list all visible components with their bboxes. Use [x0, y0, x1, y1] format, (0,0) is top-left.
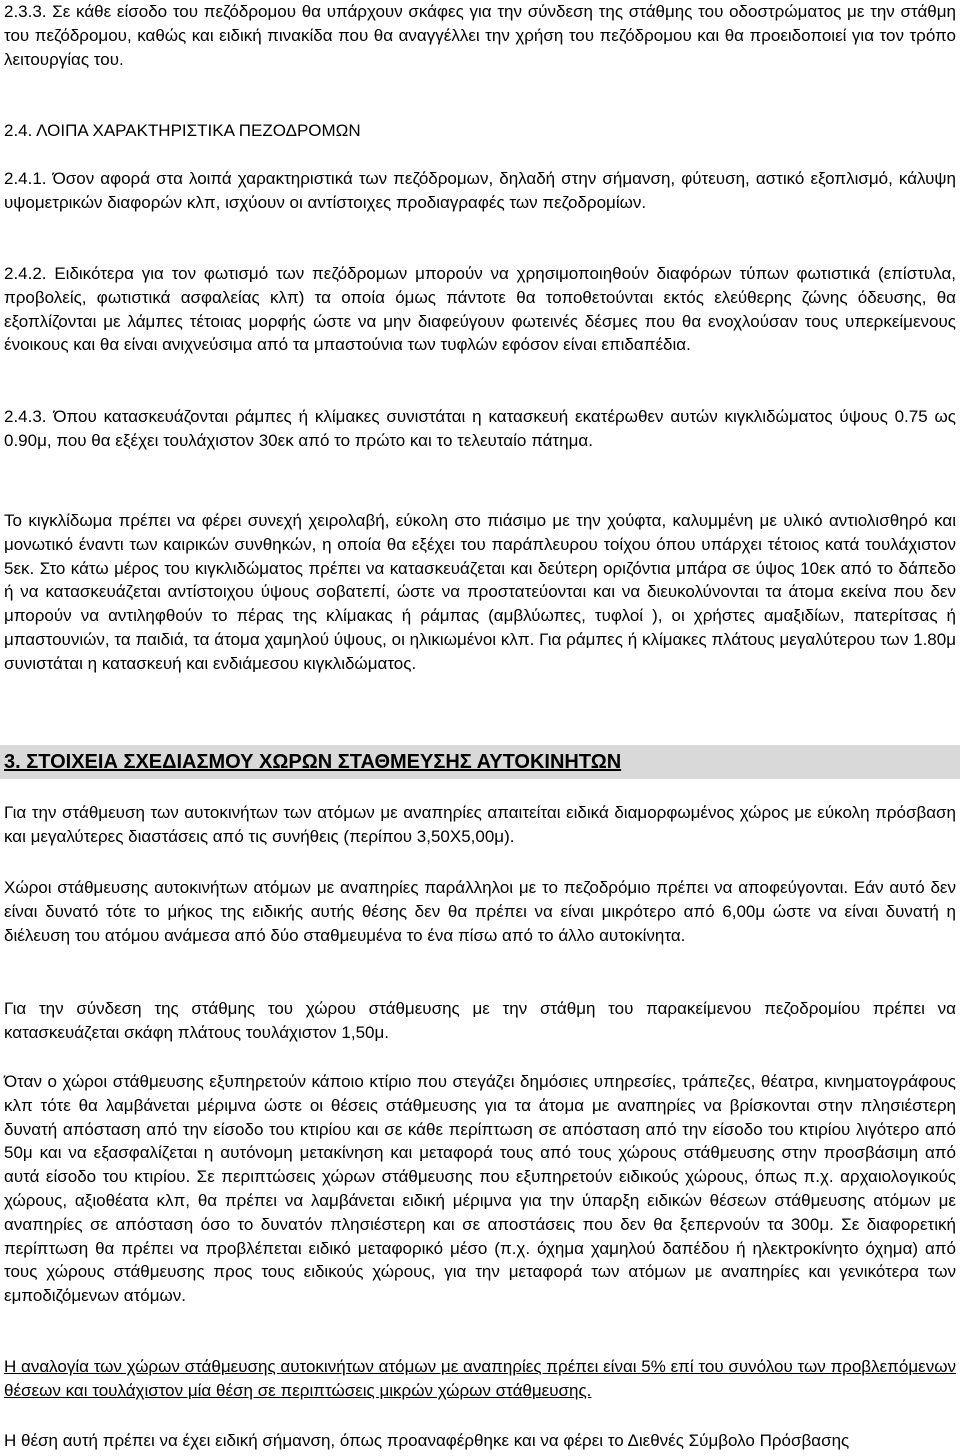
- paragraph-parking-ratio: Η αναλογία των χώρων στάθμευσης αυτοκινήτων ατόμων με αναπηρίες πρέπει είναι 5% επί του συνόλου των προβλεπόμενων θέσεων και τουλάχιστον μία θέση σε περιπτώσεις μικρών χώρων στάθμευσης.: [4, 1357, 956, 1400]
- paragraph-parking-dimensions: Για την στάθμευση των αυτοκινήτων των ατόμων με αναπηρίες απαιτείται ειδικά διαμορφωμένος χώρος με εύκολη πρόσβαση και μεγαλύτερες διαστάσεις από τις συνήθεις (περίπου 3,50Χ5,00μ).: [4, 803, 956, 846]
- paragraph-2-4-1: 2.4.1. Όσον αφορά στα λοιπά χαρακτηριστικά των πεζόδρομων, δηλαδή στην σήμανση, φύτευση, αστικό εξοπλισμό, κάλυψη υψομετρικών διαφορών κλπ, ισχύουν οι αντίστοιχες προδιαγραφές των πεζοδρομίων.: [4, 169, 956, 212]
- paragraph-building-parking: Όταν ο χώροι στάθμευσης εξυπηρετούν κάποιο κτίριο που στεγάζει δημόσιες υπηρεσίες, τράπεζες, θέατρα, κινηματογράφους κλπ τότε θα λαμβάνεται μέριμνα ώστε οι θέσεις στάθμευσης για τα άτομα με αναπηρίες να βρίσκονται στην πλησιέστερη δυνατή απόσταση από την είσοδο του κτιρίου και σε κάθε περίπτωση σε απόσταση από την είσοδο του κτιρίου λιγότερο από 50μ και να εξασφαλίζεται η αυτόνομη μετακίνηση και μεταφορά τους από τους χώρους στάθμευσης στην προσβάσιμη από αυτά είσοδο του κτιρίου. Σε περιπτώσεις χώρων στάθμευσης που εξυπηρετούν ειδικούς χώρους, όπως π.χ. αρχαιολογικούς χώρους, αξιοθέατα κλπ, θα πρέπει να λαμβάνεται ειδική μέριμνα για την ύπαρξη ειδικών θέσεων στάθμευσης ατόμων με αναπηρίες σε απόσταση όσο το δυνατόν πλησιέστερη και σε αποστάσεις που δεν θα ξεπερνούν τα 300μ. Σε διαφορετική περίπτωση θα πρέπει να προβλέπεται ειδικό μεταφορικό μέσο (π.χ. όχημα χαμηλού δαπέδου ή ηλεκτροκίνητο όχημα) από τους χώρους στάθμευσης προς τους ειδικούς χώρους, για την μεταφορά των ατόμων με αναπηρίες και γενικότερα των εμποδιζόμενων ατόμων.: [4, 1072, 956, 1306]
- section-3-banner: [0, 745, 960, 779]
- section-3-title: 3. ΣΤΟΙΧΕΙΑ ΣΧΕΔΙΑΣΜΟΥ ΧΩΡΩΝ ΣΤΑΘΜΕΥΣΗΣ ΑΥΤΟΚΙΝΗΤΩΝ: [4, 751, 622, 773]
- paragraph-kerb-ramp: Για την σύνδεση της στάθμης του χώρου στάθμευσης με την στάθμη του παρακείμενου πεζοδρομίου πρέπει να κατασκευάζεται σκάφη πλάτους τουλάχιστον 1,50μ.: [4, 999, 956, 1042]
- paragraph-2-4-2: 2.4.2. Ειδικότερα για τον φωτισμό των πεζόδρομων μπορούν να χρησιμοποιηθούν διαφόρων τύπων φωτιστικά (επίστυλα, προβολείς, φωτιστικά ασφαλείας κλπ) τα οποία όμως πάντοτε θα τοποθετούνται εκτός ελεύθερης ζώνης όδευσης, θα εξοπλίζονται με λάμπες τέτοιας μορφής ώστε να μην διαφεύγουν φωτεινές δέσμες που θα ενοχλούσαν τους υπερκείμενους ένοικους και θα είναι ανιχνεύσιμα από τα μπαστούνια των τυφλών εφόσον είναι επιδαπέδια.: [4, 264, 956, 355]
- paragraph-parallel-parking: Χώροι στάθμευσης αυτοκινήτων ατόμων με αναπηρίες παράλληλοι με το πεζοδρόμιο πρέπει να αποφεύγονται. Εάν αυτό δεν είναι δυνατό τότε το μήκος της ειδικής αυτής θέσης δεν θα πρέπει να είναι μικρότερο από 6,00μ ώστε να είναι δυνατή η διέλευση του ατόμου ανάμεσα από δύο σταθμευμένα το ένα πίσω από το άλλο αυτοκίνητα.: [4, 878, 956, 945]
- paragraph-handrail: Το κιγκλίδωμα πρέπει να φέρει συνεχή χειρολαβή, εύκολη στο πιάσιμο με την χούφτα, καλυμμένη με υλικό αντιολισθηρό και μονωτικό έναντι των καιρικών συνθηκών, η οποία θα εξέχει του παράπλευρου τοίχου όπου υπάρχει τέτοιος κατά τουλάχιστον 5εκ. Στο κάτω μέρος του κιγκλιδώματος πρέπει να κατασκευάζεται και δεύτερη οριζόντια μπάρα σε ύψος 10εκ από το δάπεδο ή να κατασκευάζεται αντίστοιχου ύψους σοβατεπί, ώστε να προστατεύονται και να διευκολύνονται τα άτομα εκείνα που δεν μπορούν να αντιληφθούν το πέρας της κλίμακας ή ράμπας (αμβλύωπες, τυφλοί ), οι χρήστες αμαξιδίων, πατερίτσας ή μπαστουνιών, τα παιδιά, τα άτομα χαμηλού ύψους, οι ηλικιωμένοι κλπ. Για ράμπες ή κλίμακες πλάτους μεγαλύτερου των 1.80μ συνιστάται η κατασκευή και ενδιάμεσου κιγκλιδώματος.: [4, 511, 956, 673]
- paragraph-2-4-3: 2.4.3. Όπου κατασκευάζονται ράμπες ή κλίμακες συνιστάται η κατασκευή εκατέρωθεν αυτών κιγκλιδώματος ύψους 0.75 ως 0.90μ, που θα εξέχει τουλάχιστον 30εκ από το πρώτο και το τελευταίο πάτημα.: [4, 407, 956, 450]
- paragraph-access-symbol: Η θέση αυτή πρέπει να έχει ειδική σήμανση, όπως προαναφέρθηκε και να φέρει το Διεθνές Σύμβολο Πρόσβασης: [4, 1431, 850, 1450]
- paragraph-2-3-3: 2.3.3. Σε κάθε είσοδο του πεζόδρομου θα υπάρχουν σκάφες για την σύνδεση της στάθμης του οδοστρώματος με την στάθμη του πεζόδρομου, καθώς και ειδική πινακίδα που θα αναγγέλλει την χρήση του πεζόδρομου και θα προειδοποιεί για τον τρόπο λειτουργίας του.: [4, 2, 956, 69]
- heading-2-4: 2.4. ΛΟΙΠΑ ΧΑΡΑΚΤΗΡΙΣΤΙΚΑ ΠΕΖΟΔΡΟΜΩΝ: [4, 121, 361, 140]
